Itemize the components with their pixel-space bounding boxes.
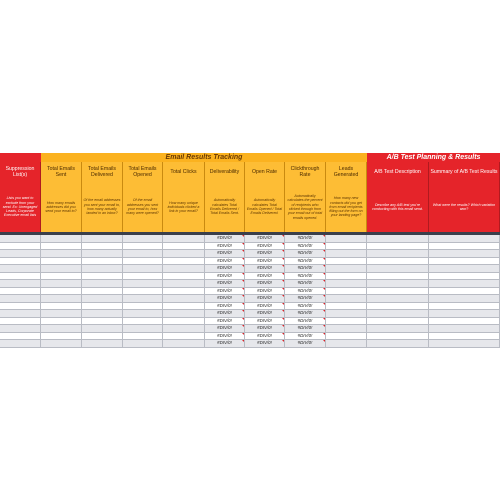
table-cell[interactable] bbox=[367, 258, 429, 265]
error-flag-icon bbox=[242, 250, 244, 252]
table-cell[interactable] bbox=[163, 280, 205, 287]
table-cell[interactable] bbox=[82, 310, 123, 317]
table-cell[interactable] bbox=[367, 318, 429, 325]
error-cell[interactable]: #DIV/0! bbox=[245, 273, 285, 280]
table-cell[interactable] bbox=[429, 288, 500, 295]
table-cell[interactable] bbox=[0, 265, 41, 272]
error-flag-icon bbox=[323, 265, 325, 267]
table-cell[interactable] bbox=[163, 273, 205, 280]
table-cell[interactable] bbox=[82, 325, 123, 332]
error-cell[interactable]: #DIV/0! bbox=[205, 235, 245, 242]
error-cell[interactable]: #DIV/0! bbox=[205, 325, 245, 332]
table-cell[interactable] bbox=[326, 340, 367, 347]
error-flag-icon bbox=[242, 243, 244, 245]
error-cell[interactable]: #DIV/0! bbox=[285, 258, 326, 265]
table-cell[interactable] bbox=[82, 258, 123, 265]
header-leads-generated[interactable]: Leads Generated bbox=[326, 162, 367, 182]
error-cell[interactable]: #DIV/0! bbox=[245, 280, 285, 287]
error-cell[interactable]: #DIV/0! bbox=[245, 265, 285, 272]
error-flag-icon bbox=[323, 258, 325, 260]
table-cell[interactable] bbox=[429, 273, 500, 280]
error-cell[interactable]: #DIV/0! bbox=[285, 235, 326, 242]
error-cell[interactable]: #DIV/0! bbox=[205, 280, 245, 287]
table-cell[interactable] bbox=[326, 243, 367, 250]
table-cell[interactable] bbox=[41, 280, 82, 287]
table-cell[interactable] bbox=[41, 243, 82, 250]
table-cell[interactable] bbox=[41, 265, 82, 272]
table-cell[interactable] bbox=[82, 288, 123, 295]
desc-total-emails-sent: How many emails addresses did you send your email to? bbox=[41, 182, 82, 232]
table-cell[interactable] bbox=[163, 333, 205, 340]
table-cell[interactable] bbox=[0, 273, 41, 280]
error-cell[interactable]: #DIV/0! bbox=[285, 265, 326, 272]
table-cell[interactable] bbox=[326, 273, 367, 280]
error-flag-icon bbox=[323, 310, 325, 312]
error-cell[interactable]: #DIV/0! bbox=[285, 250, 326, 257]
table-cell[interactable] bbox=[41, 273, 82, 280]
table-row bbox=[0, 280, 500, 288]
table-row bbox=[0, 288, 500, 296]
table-row bbox=[0, 273, 500, 281]
desc-open-rate: Automatically calculates Total Emails Opened / Total Emails Delivered. bbox=[245, 182, 285, 232]
error-cell[interactable]: #DIV/0! bbox=[285, 310, 326, 317]
table-row bbox=[0, 265, 500, 273]
table-cell[interactable] bbox=[123, 310, 163, 317]
error-flag-icon bbox=[242, 340, 244, 342]
header-suppression-lists[interactable]: Suppression List(s) bbox=[0, 162, 41, 182]
table-cell[interactable] bbox=[0, 333, 41, 340]
table-cell[interactable] bbox=[0, 310, 41, 317]
table-cell[interactable] bbox=[0, 318, 41, 325]
table-cell[interactable] bbox=[123, 318, 163, 325]
error-flag-icon bbox=[323, 235, 325, 237]
table-cell[interactable] bbox=[123, 273, 163, 280]
table-cell[interactable] bbox=[41, 295, 82, 302]
error-cell[interactable]: #DIV/0! bbox=[205, 310, 245, 317]
table-cell[interactable] bbox=[367, 288, 429, 295]
error-cell[interactable]: #DIV/0! bbox=[285, 325, 326, 332]
table-cell[interactable] bbox=[82, 243, 123, 250]
error-cell[interactable]: #DIV/0! bbox=[285, 243, 326, 250]
error-cell[interactable]: #DIV/0! bbox=[205, 333, 245, 340]
error-cell[interactable]: #DIV/0! bbox=[205, 273, 245, 280]
table-cell[interactable] bbox=[367, 250, 429, 257]
table-cell[interactable] bbox=[367, 295, 429, 302]
table-cell[interactable] bbox=[41, 288, 82, 295]
table-cell[interactable] bbox=[0, 250, 41, 257]
error-flag-icon bbox=[323, 273, 325, 275]
table-cell[interactable] bbox=[326, 265, 367, 272]
table-cell[interactable] bbox=[367, 333, 429, 340]
error-cell[interactable]: #DIV/0! bbox=[285, 288, 326, 295]
table-cell[interactable] bbox=[82, 280, 123, 287]
desc-deliverability: Automatically calculates Total Emails Delivered / Total Emails Sent. bbox=[205, 182, 245, 232]
table-cell[interactable] bbox=[367, 325, 429, 332]
error-flag-icon bbox=[323, 295, 325, 297]
desc-total-emails-opened: Of the email addresses you sent your email to, how many were opened? bbox=[123, 182, 163, 232]
table-cell[interactable] bbox=[123, 295, 163, 302]
table-cell[interactable] bbox=[123, 325, 163, 332]
table-row bbox=[0, 340, 500, 348]
error-cell[interactable]: #DIV/0! bbox=[245, 258, 285, 265]
error-cell[interactable]: #DIV/0! bbox=[205, 303, 245, 310]
table-cell[interactable] bbox=[326, 303, 367, 310]
table-cell[interactable] bbox=[367, 303, 429, 310]
error-flag-icon bbox=[282, 235, 284, 237]
error-flag-icon bbox=[323, 333, 325, 335]
error-cell[interactable]: #DIV/0! bbox=[285, 340, 326, 347]
table-cell[interactable] bbox=[163, 265, 205, 272]
error-flag-icon bbox=[323, 325, 325, 327]
table-cell[interactable] bbox=[123, 243, 163, 250]
error-cell[interactable]: #DIV/0! bbox=[245, 295, 285, 302]
table-cell[interactable] bbox=[123, 258, 163, 265]
error-flag-icon bbox=[242, 273, 244, 275]
error-flag-icon bbox=[323, 243, 325, 245]
table-cell[interactable] bbox=[326, 250, 367, 257]
error-cell[interactable]: #DIV/0! bbox=[285, 333, 326, 340]
error-flag-icon bbox=[323, 303, 325, 305]
error-cell[interactable]: #DIV/0! bbox=[285, 295, 326, 302]
error-cell[interactable]: #DIV/0! bbox=[245, 235, 285, 242]
table-row bbox=[0, 235, 500, 243]
table-row bbox=[0, 295, 500, 303]
table-cell[interactable] bbox=[82, 235, 123, 242]
table-cell[interactable] bbox=[0, 235, 41, 242]
table-cell[interactable] bbox=[429, 333, 500, 340]
error-cell[interactable]: #DIV/0! bbox=[285, 318, 326, 325]
error-flag-icon bbox=[323, 280, 325, 282]
error-cell[interactable]: #DIV/0! bbox=[245, 288, 285, 295]
error-cell[interactable]: #DIV/0! bbox=[245, 303, 285, 310]
table-row bbox=[0, 325, 500, 333]
table-cell[interactable] bbox=[123, 303, 163, 310]
table-cell[interactable] bbox=[367, 310, 429, 317]
table-cell[interactable] bbox=[429, 340, 500, 347]
table-cell[interactable] bbox=[41, 333, 82, 340]
table-cell[interactable] bbox=[163, 258, 205, 265]
error-cell[interactable]: #DIV/0! bbox=[285, 303, 326, 310]
header-total-emails-delivered[interactable]: Total Emails Delivered bbox=[82, 162, 123, 182]
table-cell[interactable] bbox=[163, 325, 205, 332]
header-deliverability[interactable]: Deliverability bbox=[205, 162, 245, 182]
table-cell[interactable] bbox=[367, 273, 429, 280]
error-flag-icon bbox=[323, 318, 325, 320]
table-row bbox=[0, 310, 500, 318]
table-row bbox=[0, 258, 500, 266]
table-cell[interactable] bbox=[326, 333, 367, 340]
error-flag-icon bbox=[282, 340, 284, 342]
table-cell[interactable] bbox=[326, 310, 367, 317]
table-cell[interactable] bbox=[163, 318, 205, 325]
table-cell[interactable] bbox=[82, 250, 123, 257]
table-cell[interactable] bbox=[0, 243, 41, 250]
error-cell[interactable]: #DIV/0! bbox=[205, 258, 245, 265]
spreadsheet bbox=[0, 153, 500, 349]
error-flag-icon bbox=[242, 295, 244, 297]
table-cell[interactable] bbox=[367, 235, 429, 242]
error-flag-icon bbox=[242, 258, 244, 260]
table-cell[interactable] bbox=[82, 333, 123, 340]
table-cell[interactable] bbox=[123, 280, 163, 287]
data-rows bbox=[0, 235, 500, 349]
table-cell[interactable] bbox=[163, 243, 205, 250]
table-cell[interactable] bbox=[163, 235, 205, 242]
header-total-emails-opened[interactable]: Total Emails Opened bbox=[123, 162, 163, 182]
error-flag-icon bbox=[282, 303, 284, 305]
desc-clickthrough-rate: Automatically calculates the percent of recipients who clicked through from your email out of total emails opened. bbox=[285, 182, 326, 232]
table-cell[interactable] bbox=[429, 265, 500, 272]
error-cell[interactable]: #DIV/0! bbox=[245, 340, 285, 347]
error-cell[interactable]: #DIV/0! bbox=[245, 325, 285, 332]
table-cell[interactable] bbox=[326, 280, 367, 287]
desc-suppression-lists: Lists you want to exclude from your send. Ex: Unengaged Leads, Corporate Executive email lists bbox=[0, 182, 41, 232]
error-cell[interactable]: #DIV/0! bbox=[285, 280, 326, 287]
header-total-emails-sent[interactable]: Total Emails Sent bbox=[41, 162, 82, 182]
table-cell[interactable] bbox=[123, 265, 163, 272]
table-cell[interactable] bbox=[429, 258, 500, 265]
table-cell[interactable] bbox=[429, 243, 500, 250]
table-cell[interactable] bbox=[123, 288, 163, 295]
table-cell[interactable] bbox=[41, 303, 82, 310]
table-cell[interactable] bbox=[429, 280, 500, 287]
error-flag-icon bbox=[242, 303, 244, 305]
table-cell[interactable] bbox=[163, 295, 205, 302]
header-ab-test-results[interactable]: Summary of A/B Test Results bbox=[429, 162, 500, 182]
error-flag-icon bbox=[242, 318, 244, 320]
table-cell[interactable] bbox=[326, 235, 367, 242]
table-cell[interactable] bbox=[163, 288, 205, 295]
error-flag-icon bbox=[282, 333, 284, 335]
error-flag-icon bbox=[282, 325, 284, 327]
table-cell[interactable] bbox=[82, 303, 123, 310]
error-flag-icon bbox=[242, 333, 244, 335]
error-flag-icon bbox=[282, 258, 284, 260]
header-ab-test-description[interactable]: A/B Test Description bbox=[367, 162, 429, 182]
error-cell[interactable]: #DIV/0! bbox=[205, 288, 245, 295]
table-cell[interactable] bbox=[367, 280, 429, 287]
table-cell[interactable] bbox=[429, 318, 500, 325]
table-cell[interactable] bbox=[82, 340, 123, 347]
desc-ab-test-results: What were the results? Which variation won? bbox=[429, 182, 500, 232]
table-cell[interactable] bbox=[367, 265, 429, 272]
desc-leads-generated: How many new contacts did you get from email recipients filling out the form on your landing page? bbox=[326, 182, 367, 232]
table-cell[interactable] bbox=[0, 340, 41, 347]
error-flag-icon bbox=[282, 318, 284, 320]
table-cell[interactable] bbox=[326, 288, 367, 295]
error-flag-icon bbox=[282, 250, 284, 252]
table-cell[interactable] bbox=[429, 325, 500, 332]
table-cell[interactable] bbox=[326, 295, 367, 302]
error-flag-icon bbox=[323, 340, 325, 342]
error-cell[interactable]: #DIV/0! bbox=[205, 250, 245, 257]
table-cell[interactable] bbox=[163, 250, 205, 257]
group-ab-test-planning: A/B Test Planning & Results bbox=[367, 153, 500, 162]
table-cell[interactable] bbox=[326, 325, 367, 332]
table-cell[interactable] bbox=[82, 295, 123, 302]
table-cell[interactable] bbox=[429, 235, 500, 242]
table-cell[interactable] bbox=[163, 340, 205, 347]
table-cell[interactable] bbox=[0, 258, 41, 265]
table-cell[interactable] bbox=[367, 243, 429, 250]
error-cell[interactable]: #DIV/0! bbox=[285, 273, 326, 280]
table-cell[interactable] bbox=[82, 273, 123, 280]
error-flag-icon bbox=[242, 280, 244, 282]
table-cell[interactable] bbox=[41, 325, 82, 332]
table-cell[interactable] bbox=[41, 235, 82, 242]
error-flag-icon bbox=[323, 250, 325, 252]
error-flag-icon bbox=[282, 273, 284, 275]
desc-total-clicks: How many unique individuals clicked a link in your email? bbox=[163, 182, 205, 232]
group-spacer-cell bbox=[0, 153, 41, 162]
desc-ab-test-description: Describe any A/B test you're conducting with this email send. bbox=[367, 182, 429, 232]
table-cell[interactable] bbox=[163, 303, 205, 310]
group-email-results-tracking: Email Results Tracking bbox=[41, 153, 367, 162]
table-cell[interactable] bbox=[429, 295, 500, 302]
error-flag-icon bbox=[282, 243, 284, 245]
error-flag-icon bbox=[242, 235, 244, 237]
table-row bbox=[0, 243, 500, 251]
table-cell[interactable] bbox=[41, 250, 82, 257]
error-cell[interactable]: #DIV/0! bbox=[205, 340, 245, 347]
table-row bbox=[0, 303, 500, 311]
error-flag-icon bbox=[242, 288, 244, 290]
error-flag-icon bbox=[282, 295, 284, 297]
error-flag-icon bbox=[282, 280, 284, 282]
table-cell[interactable] bbox=[0, 280, 41, 287]
table-row bbox=[0, 318, 500, 326]
table-cell[interactable] bbox=[41, 318, 82, 325]
error-flag-icon bbox=[282, 265, 284, 267]
error-cell[interactable]: #DIV/0! bbox=[205, 295, 245, 302]
table-cell[interactable] bbox=[0, 325, 41, 332]
error-cell[interactable]: #DIV/0! bbox=[205, 243, 245, 250]
error-cell[interactable]: #DIV/0! bbox=[245, 243, 285, 250]
error-cell[interactable]: #DIV/0! bbox=[245, 310, 285, 317]
error-flag-icon bbox=[323, 288, 325, 290]
error-flag-icon bbox=[242, 265, 244, 267]
desc-total-emails-delivered: Of the email addresses you sent your email to, how many actually landed in an inbox? bbox=[82, 182, 123, 232]
header-clickthrough-rate[interactable]: Clickthrough Rate bbox=[285, 162, 326, 182]
error-flag-icon bbox=[242, 310, 244, 312]
table-cell[interactable] bbox=[41, 340, 82, 347]
table-cell[interactable] bbox=[326, 258, 367, 265]
table-cell[interactable] bbox=[429, 303, 500, 310]
table-cell[interactable] bbox=[123, 340, 163, 347]
table-row bbox=[0, 250, 500, 258]
table-cell[interactable] bbox=[367, 340, 429, 347]
table-cell[interactable] bbox=[123, 333, 163, 340]
header-total-clicks[interactable]: Total Clicks bbox=[163, 162, 205, 182]
error-flag-icon bbox=[282, 288, 284, 290]
table-cell[interactable] bbox=[429, 250, 500, 257]
table-cell[interactable] bbox=[429, 310, 500, 317]
error-cell[interactable]: #DIV/0! bbox=[245, 250, 285, 257]
error-cell[interactable]: #DIV/0! bbox=[245, 333, 285, 340]
table-cell[interactable] bbox=[41, 258, 82, 265]
table-cell[interactable] bbox=[82, 318, 123, 325]
table-cell[interactable] bbox=[123, 250, 163, 257]
error-cell[interactable]: #DIV/0! bbox=[245, 318, 285, 325]
error-flag-icon bbox=[282, 310, 284, 312]
error-cell[interactable]: #DIV/0! bbox=[205, 318, 245, 325]
table-cell[interactable] bbox=[82, 265, 123, 272]
table-cell[interactable] bbox=[0, 303, 41, 310]
table-cell[interactable] bbox=[326, 318, 367, 325]
table-cell[interactable] bbox=[0, 288, 41, 295]
table-cell[interactable] bbox=[123, 235, 163, 242]
table-cell[interactable] bbox=[163, 310, 205, 317]
table-cell[interactable] bbox=[41, 310, 82, 317]
table-cell[interactable] bbox=[0, 295, 41, 302]
header-open-rate[interactable]: Open Rate bbox=[245, 162, 285, 182]
error-cell[interactable]: #DIV/0! bbox=[205, 265, 245, 272]
table-row bbox=[0, 333, 500, 341]
error-flag-icon bbox=[242, 325, 244, 327]
